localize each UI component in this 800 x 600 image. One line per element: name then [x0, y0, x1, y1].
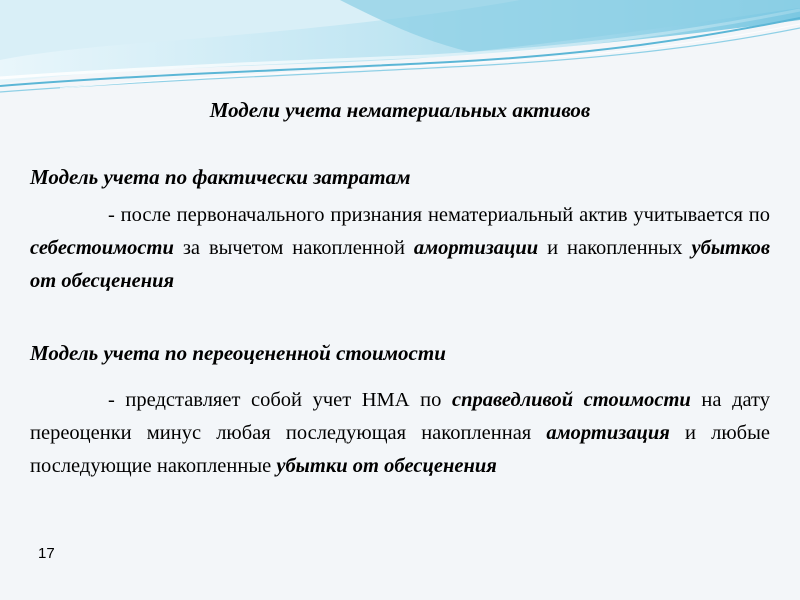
emphasized-term: амортизация [546, 422, 670, 444]
slide-title: Модели учета нематериальных активов [209, 98, 591, 122]
section-body-revaluation-model [30, 384, 770, 483]
section-body-cost-model [30, 199, 770, 298]
section-heading-cost-model: Модель учета по фактически затратам [30, 165, 411, 189]
body-text-run: и любые последующие накопленные [30, 422, 770, 477]
section-heading-revaluation-model: Модель учета по переоцененной стоимости [30, 341, 446, 365]
decorative-wave-banner [0, 0, 800, 110]
body-text-run: и накопленных [538, 237, 692, 259]
body-text-run: за вычетом накопленной [173, 237, 414, 259]
body-text-run: - представляет собой учет НМА по [108, 389, 452, 411]
emphasized-term: амортизации [413, 237, 539, 259]
body-text-run: - после первоначального признания нематериальный актив учитывается по [108, 204, 770, 226]
body-text-run: на дату переоценки минус любая последующая накопленная [30, 389, 770, 444]
emphasized-term: убытков от обесценения [30, 237, 771, 292]
emphasized-term: себестоимости [30, 237, 174, 259]
page-number: 17 [38, 545, 55, 562]
emphasized-term: убытки от обесценения [276, 455, 497, 477]
emphasized-term: справедливой стоимости [451, 389, 691, 411]
